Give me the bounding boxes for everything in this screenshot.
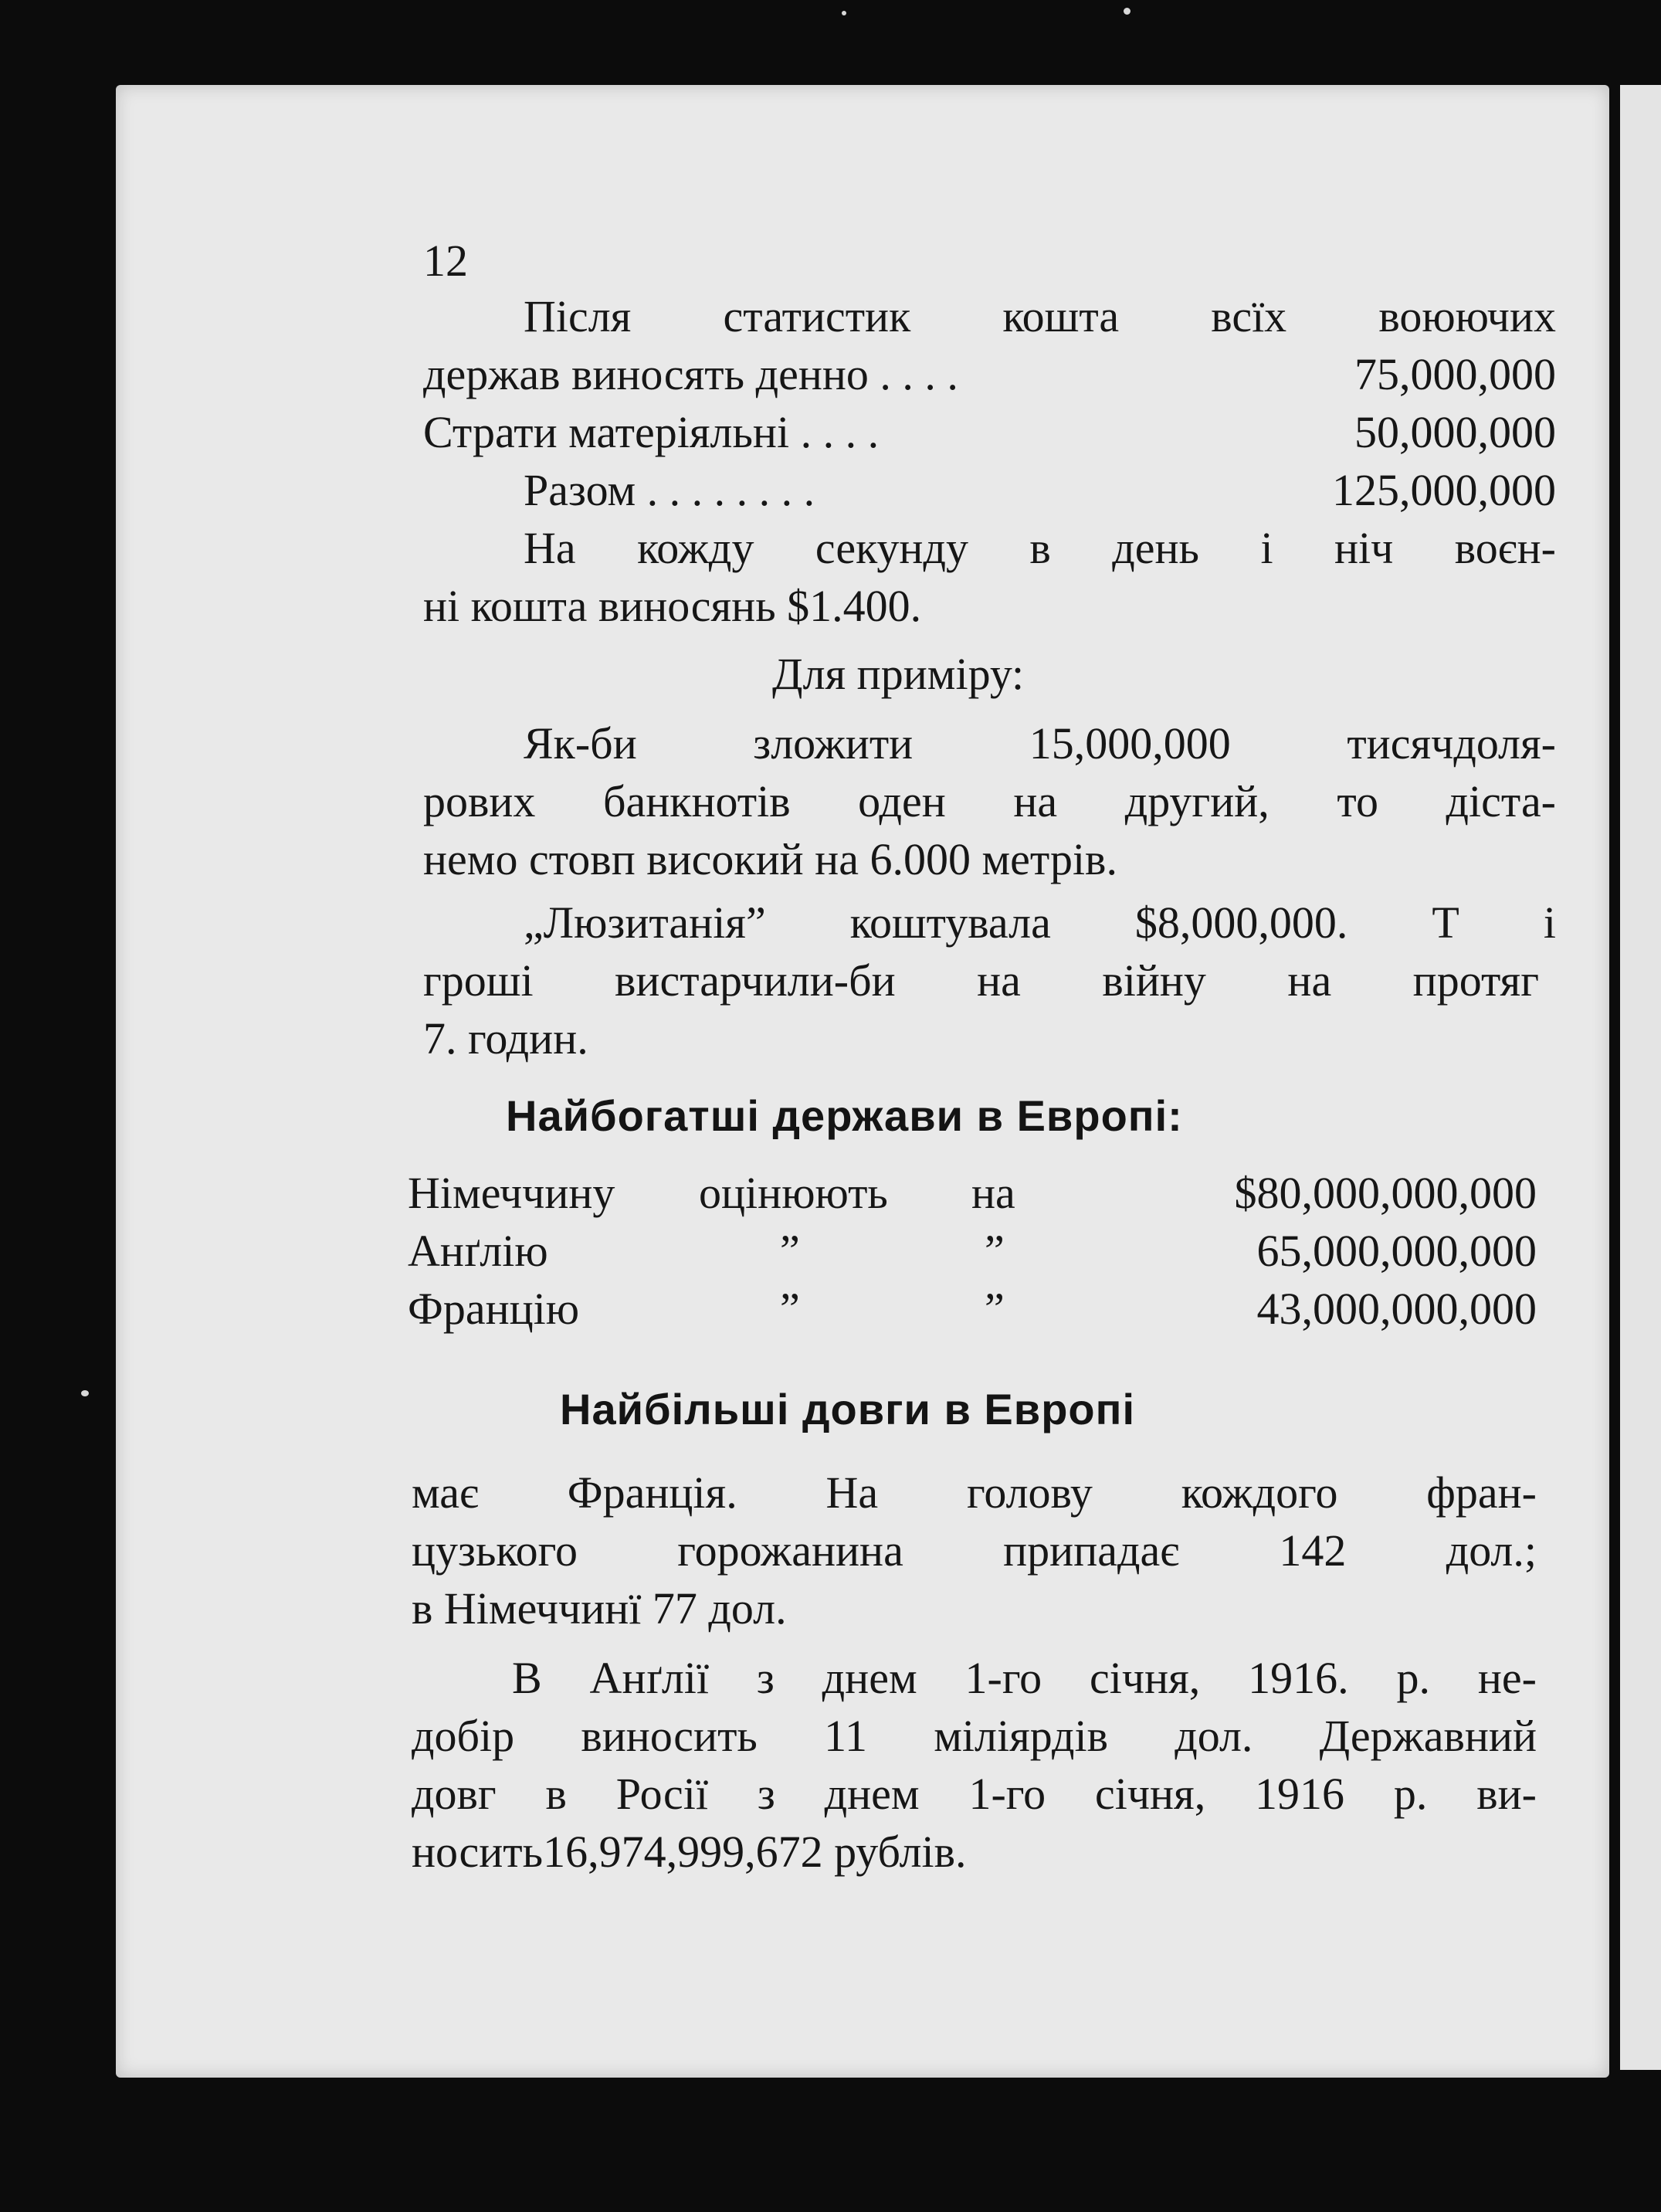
- country-cell: Анґлію: [408, 1226, 548, 1276]
- total-value: 125,000,000: [1332, 465, 1556, 515]
- debts-heading: Найбільші довги в Европі: [560, 1385, 1135, 1433]
- adjacent-page-edge: [1620, 85, 1661, 2070]
- example-p2-line-2: гроші вистарчили-би на війну на протяг: [423, 955, 1539, 1006]
- per-second-line-1: На кожду секунду в день і ніч воєн-: [524, 523, 1556, 573]
- example-p1-line-2: рових банкнотів оден на другий, то діста-: [423, 776, 1556, 826]
- debts-p1-line-2: цузького горожанина припадає 142 дол.;: [412, 1525, 1537, 1576]
- debts-p2-line-2: добір виносить 11 міліярдів дол. Державний: [412, 1711, 1537, 1761]
- value-cell: $80,000,000,000: [1234, 1168, 1537, 1218]
- value-cell: 43,000,000,000: [1256, 1284, 1537, 1334]
- dust-speck: [842, 11, 846, 15]
- verb-cell: оцінюють: [699, 1168, 888, 1218]
- example-p1-line-1: Як-би зложити 15,000,000 тисячдоля-: [524, 718, 1556, 768]
- book-page: [116, 85, 1609, 2078]
- example-heading: Для приміру:: [772, 649, 1025, 699]
- material-losses-label: Страти матеріяльні . . . .: [423, 407, 880, 457]
- debts-p2-line-1: В Анґлії з днем 1-го січня, 1916. р. не-: [512, 1653, 1537, 1703]
- ditto-mark: ”: [780, 1226, 800, 1276]
- intro-line-2: держав виносять денно . . . .: [423, 349, 958, 399]
- example-p1-line-3: немо стовп високий на 6.000 метрів.: [423, 834, 1117, 884]
- dust-speck: [81, 1390, 89, 1396]
- total-label: Разом . . . . . . . .: [524, 465, 815, 515]
- debts-p1-line-1: має Франція. На голову кождого фран-: [412, 1467, 1537, 1518]
- ditto-mark: ”: [985, 1226, 1005, 1276]
- page-number: 12: [423, 236, 468, 286]
- preposition-cell: на: [971, 1168, 1015, 1218]
- richest-heading: Найбогатші держави в Европі:: [506, 1091, 1183, 1140]
- debts-p1-line-3: в Німеччинї 77 дол.: [412, 1583, 787, 1634]
- debts-p2-line-3: довг в Росії з днем 1-го січня, 1916 р. ви-: [412, 1769, 1537, 1819]
- dust-speck: [1124, 8, 1130, 15]
- debts-p2-line-4: носить16,974,999,672 рублів.: [412, 1827, 967, 1877]
- material-losses-value: 50,000,000: [1354, 407, 1556, 457]
- example-p2-line-1: „Люзитанія” коштувала $8,000,000. Т і: [524, 897, 1556, 948]
- per-second-line-2: ні кошта виносянь $1.400.: [423, 581, 922, 631]
- value-cell: 65,000,000,000: [1256, 1226, 1537, 1276]
- example-p2-line-3: 7. годин.: [423, 1013, 588, 1064]
- country-cell: Францію: [408, 1284, 580, 1334]
- ditto-mark: ”: [985, 1284, 1005, 1334]
- ditto-mark: ”: [780, 1284, 800, 1334]
- country-cell: Німеччину: [408, 1168, 615, 1218]
- daily-cost-value: 75,000,000: [1354, 349, 1556, 399]
- intro-line-1: Після статистик кошта всїх воюючих: [524, 291, 1556, 341]
